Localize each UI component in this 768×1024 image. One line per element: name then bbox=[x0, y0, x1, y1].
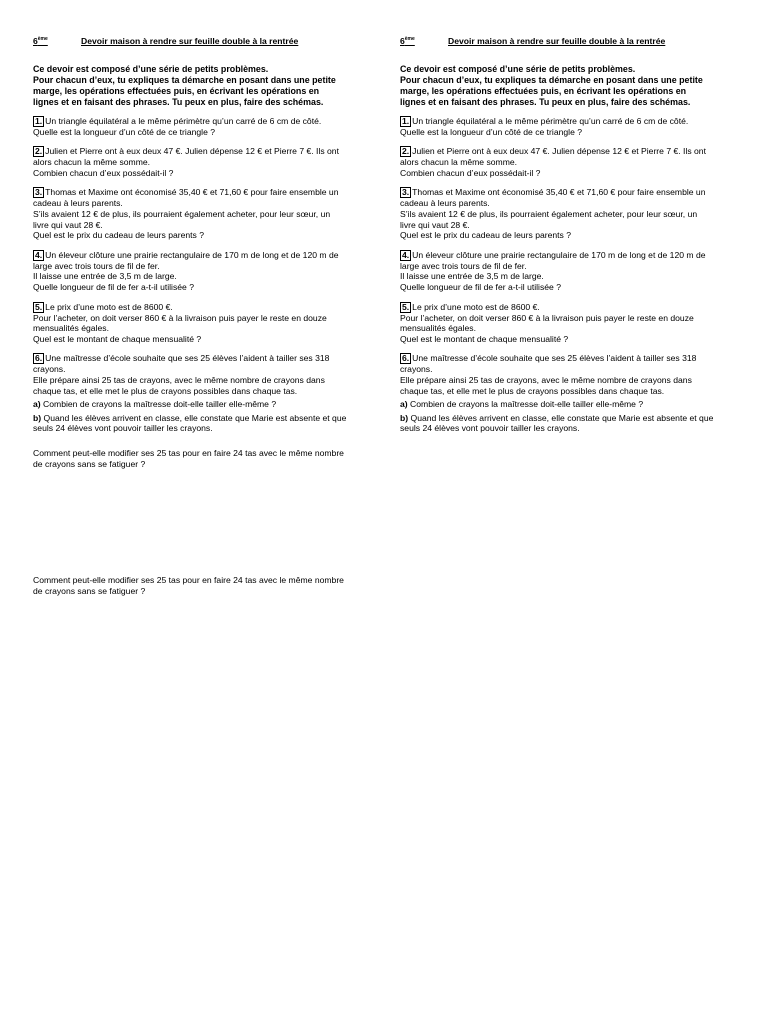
problem-line bbox=[400, 168, 736, 179]
sub-text-b: Quand les élèves arrivent en classe, elle constate que Marie est absente et que bbox=[43, 412, 347, 423]
problem-text: Quel est le prix du cadeau de leurs parents ? bbox=[400, 230, 572, 241]
problem-number: 5. bbox=[402, 301, 410, 312]
grade-level bbox=[400, 34, 448, 46]
problem-line bbox=[33, 282, 369, 293]
problem-text: Combien chacun d’eux possédait-il ? bbox=[33, 167, 174, 178]
problem-line bbox=[400, 282, 736, 293]
problem-line bbox=[33, 334, 369, 345]
problem-line bbox=[400, 386, 736, 397]
problem-text: mensualités égales. bbox=[33, 323, 109, 334]
grade-number: 6 bbox=[33, 35, 38, 46]
footer-question bbox=[33, 575, 373, 596]
problem-number: 3. bbox=[402, 187, 410, 198]
grade-number: 6 bbox=[400, 35, 405, 46]
problem-line bbox=[33, 127, 369, 138]
problem-line bbox=[400, 323, 736, 334]
problem-line bbox=[400, 209, 736, 220]
instruction-line: marge, les opérations effectuées puis, en écrivant les opérations en bbox=[33, 86, 320, 97]
problem-line bbox=[400, 127, 736, 138]
problem-line bbox=[400, 261, 736, 272]
problem-1 bbox=[33, 116, 369, 138]
instruction-line: Ce devoir est composé d’une série de petits problèmes. bbox=[400, 64, 636, 75]
sub-label-a: a) bbox=[33, 399, 41, 410]
instruction-line: Pour chacun d’eux, tu expliques ta démarche en posant dans une petite bbox=[400, 75, 703, 86]
worksheet-title: Devoir maison à rendre sur feuille double à la rentrée bbox=[448, 35, 666, 46]
problem-line bbox=[33, 313, 369, 324]
grade-superscript: ème bbox=[37, 36, 48, 42]
problem-number: 5. bbox=[35, 301, 43, 312]
problem-line bbox=[400, 198, 736, 209]
problem-line bbox=[33, 187, 369, 198]
problem-line bbox=[33, 386, 369, 397]
problem-2 bbox=[33, 146, 369, 178]
problem-number: 3. bbox=[35, 187, 43, 198]
problem-line bbox=[33, 250, 369, 261]
trailing-line: de crayons sans se fatiguer ? bbox=[33, 458, 146, 469]
problem-number: 6. bbox=[402, 353, 410, 364]
sub-text-a: Combien de crayons la maîtresse doit-elle tailler elle-même ? bbox=[410, 399, 644, 410]
footer-question-line: de crayons sans se fatiguer ? bbox=[33, 585, 146, 596]
sub-text-a: Combien de crayons la maîtresse doit-elle tailler elle-même ? bbox=[43, 399, 277, 410]
problem-line bbox=[400, 375, 736, 386]
problem-line bbox=[400, 302, 736, 313]
sub-text-b: seuls 24 élèves vont pouvoir tailler les crayons. bbox=[33, 423, 213, 434]
problem-number: 1. bbox=[35, 115, 43, 126]
problem-text: S’ils avaient 12 € de plus, ils pourraient également acheter, pour leur sœur, un bbox=[33, 209, 331, 220]
problem-text: Quel est le montant de chaque mensualité ? bbox=[33, 333, 202, 344]
problem-text: S’ils avaient 12 € de plus, ils pourraient également acheter, pour leur sœur, un bbox=[400, 209, 698, 220]
sub-label-b: b) bbox=[400, 412, 409, 423]
problem-line bbox=[33, 220, 369, 231]
problem-text: alors chacun la même somme. bbox=[33, 157, 151, 168]
problem-text: chaque tas, et elle met le plus de crayons possibles dans chaque tas. bbox=[33, 385, 298, 396]
problem-line bbox=[400, 313, 736, 324]
instructions bbox=[33, 64, 369, 107]
problem-4 bbox=[33, 250, 369, 293]
problem-line bbox=[33, 116, 369, 127]
problem-3 bbox=[33, 187, 369, 240]
problem-number: 4. bbox=[35, 249, 43, 260]
problem-line bbox=[33, 230, 369, 241]
problem-text: Elle prépare ainsi 25 tas de crayons, avec le même nombre de crayons dans bbox=[400, 374, 692, 385]
problem-line bbox=[400, 250, 736, 261]
instructions bbox=[400, 64, 736, 107]
problem-text: Quel est le montant de chaque mensualité ? bbox=[400, 333, 569, 344]
worksheet-title: Devoir maison à rendre sur feuille double à la rentrée bbox=[81, 35, 299, 46]
problem-line bbox=[400, 187, 736, 198]
problem-text: chaque tas, et elle met le plus de crayons possibles dans chaque tas. bbox=[400, 385, 665, 396]
problem-text: Quelle est la longueur d’un côté de ce triangle ? bbox=[33, 126, 216, 137]
problem-text: Combien chacun d’eux possédait-il ? bbox=[400, 167, 541, 178]
grade-level bbox=[33, 34, 81, 46]
problem-text: crayons. bbox=[33, 364, 66, 375]
instruction-line: Pour chacun d’eux, tu expliques ta démarche en posant dans une petite bbox=[33, 75, 336, 86]
problem-text: Quelle longueur de fil de fer a-t-il utilisée ? bbox=[33, 281, 194, 292]
problem-text: Une maîtresse d’école souhaite que ses 25 élèves l’aident à tailler ses 318 bbox=[45, 353, 330, 364]
problem-line bbox=[400, 157, 736, 168]
problem-text: Un éleveur clôture une prairie rectangulaire de 170 m de long et de 120 m de bbox=[412, 249, 706, 260]
problem-line bbox=[33, 198, 369, 209]
problem-text: Un triangle équilatéral a le même périmètre qu’un carré de 6 cm de côté. bbox=[45, 115, 322, 126]
problem-line bbox=[400, 334, 736, 345]
problem-text: Pour l’acheter, on doit verser 860 € à la livraison puis payer le reste en douze bbox=[33, 312, 327, 323]
problem-text: Quelle longueur de fil de fer a-t-il utilisée ? bbox=[400, 281, 561, 292]
problem-line bbox=[33, 261, 369, 272]
problem-line bbox=[33, 353, 369, 364]
problem-6 bbox=[400, 353, 736, 434]
footer-question-line: Comment peut-elle modifier ses 25 tas pour en faire 24 tas avec le même nombre bbox=[33, 575, 344, 585]
problem-number: 1. bbox=[402, 115, 410, 126]
problem-text: Thomas et Maxime ont économisé 35,40 € et 71,60 € pour faire ensemble un bbox=[45, 187, 339, 198]
problem-line bbox=[400, 364, 736, 375]
problem-line bbox=[400, 353, 736, 364]
problem-text: Un triangle équilatéral a le même périmètre qu’un carré de 6 cm de côté. bbox=[412, 115, 689, 126]
instruction-line: Ce devoir est composé d’une série de petits problèmes. bbox=[33, 64, 269, 75]
problem-line bbox=[33, 375, 369, 386]
problem-text: Pour l’acheter, on doit verser 860 € à la livraison puis payer le reste en douze bbox=[400, 312, 694, 323]
sub-question-b bbox=[400, 413, 736, 434]
problem-text: Elle prépare ainsi 25 tas de crayons, avec le même nombre de crayons dans bbox=[33, 374, 325, 385]
problem-text: Il laisse une entrée de 3,5 m de large. bbox=[33, 271, 177, 282]
instruction-line: lignes et en faisant des phrases. Tu peux en plus, faire des schémas. bbox=[33, 96, 324, 107]
problem-text: alors chacun la même somme. bbox=[400, 157, 518, 168]
sub-question-a bbox=[400, 399, 736, 410]
problem-text: large avec trois tours de fil de fer. bbox=[33, 260, 160, 271]
worksheet-right bbox=[400, 34, 736, 443]
problem-text: Il laisse une entrée de 3,5 m de large. bbox=[400, 271, 544, 282]
problem-text: Le prix d’une moto est de 8600 €. bbox=[412, 301, 540, 312]
problem-number: 2. bbox=[35, 146, 43, 157]
problem-1 bbox=[400, 116, 736, 138]
sub-text-b: seuls 24 élèves vont pouvoir tailler les crayons. bbox=[400, 423, 580, 434]
sub-question-b bbox=[33, 413, 369, 434]
problem-6 bbox=[33, 353, 369, 469]
problem-line bbox=[33, 146, 369, 157]
problem-text: cadeau à leurs parents. bbox=[33, 198, 123, 209]
trailing-line: Comment peut-elle modifier ses 25 tas pour en faire 24 tas avec le même nombre bbox=[33, 447, 344, 458]
trailing-question bbox=[33, 448, 369, 469]
worksheet-header bbox=[33, 34, 369, 46]
grade-superscript: ème bbox=[404, 36, 415, 42]
sub-label-b: b) bbox=[33, 412, 42, 423]
sub-label-a: a) bbox=[400, 399, 408, 410]
problem-line bbox=[33, 271, 369, 282]
problem-line bbox=[33, 168, 369, 179]
problem-number: 2. bbox=[402, 146, 410, 157]
problem-text: Julien et Pierre ont à eux deux 47 €. Julien dépense 12 € et Pierre 7 €. Ils ont bbox=[412, 146, 706, 157]
problem-2 bbox=[400, 146, 736, 178]
problem-text: Quelle est la longueur d’un côté de ce triangle ? bbox=[400, 126, 583, 137]
problem-text: Quel est le prix du cadeau de leurs parents ? bbox=[33, 230, 205, 241]
problem-line bbox=[400, 271, 736, 282]
problem-5 bbox=[33, 302, 369, 345]
problem-line bbox=[33, 157, 369, 168]
sub-text-b: Quand les élèves arrivent en classe, elle constate que Marie est absente et que bbox=[410, 412, 714, 423]
problem-line bbox=[33, 302, 369, 313]
problem-text: Une maîtresse d’école souhaite que ses 25 élèves l’aident à tailler ses 318 bbox=[412, 353, 697, 364]
problem-text: livre qui vaut 28 €. bbox=[400, 219, 470, 230]
problem-3 bbox=[400, 187, 736, 240]
problem-text: large avec trois tours de fil de fer. bbox=[400, 260, 527, 271]
problem-text: livre qui vaut 28 €. bbox=[33, 219, 103, 230]
problem-text: crayons. bbox=[400, 364, 433, 375]
sub-question-a bbox=[33, 399, 369, 410]
problem-text: cadeau à leurs parents. bbox=[400, 198, 490, 209]
problem-line bbox=[400, 220, 736, 231]
problem-line bbox=[400, 116, 736, 127]
problem-4 bbox=[400, 250, 736, 293]
worksheet-header bbox=[400, 34, 736, 46]
worksheet-left bbox=[33, 34, 369, 478]
problem-text: Le prix d’une moto est de 8600 €. bbox=[45, 301, 173, 312]
problem-5 bbox=[400, 302, 736, 345]
problem-number: 6. bbox=[35, 353, 43, 364]
problem-line bbox=[33, 209, 369, 220]
instruction-line: marge, les opérations effectuées puis, en écrivant les opérations en bbox=[400, 86, 687, 97]
problem-text: Un éleveur clôture une prairie rectangulaire de 170 m de long et de 120 m de bbox=[45, 249, 339, 260]
problem-line bbox=[400, 230, 736, 241]
problem-text: Julien et Pierre ont à eux deux 47 €. Julien dépense 12 € et Pierre 7 €. Ils ont bbox=[45, 146, 339, 157]
problem-line bbox=[33, 364, 369, 375]
instruction-line: lignes et en faisant des phrases. Tu peux en plus, faire des schémas. bbox=[400, 96, 691, 107]
problem-line bbox=[400, 146, 736, 157]
problem-number: 4. bbox=[402, 249, 410, 260]
problem-text: Thomas et Maxime ont économisé 35,40 € et 71,60 € pour faire ensemble un bbox=[412, 187, 706, 198]
problem-text: mensualités égales. bbox=[400, 323, 476, 334]
problem-line bbox=[33, 323, 369, 334]
